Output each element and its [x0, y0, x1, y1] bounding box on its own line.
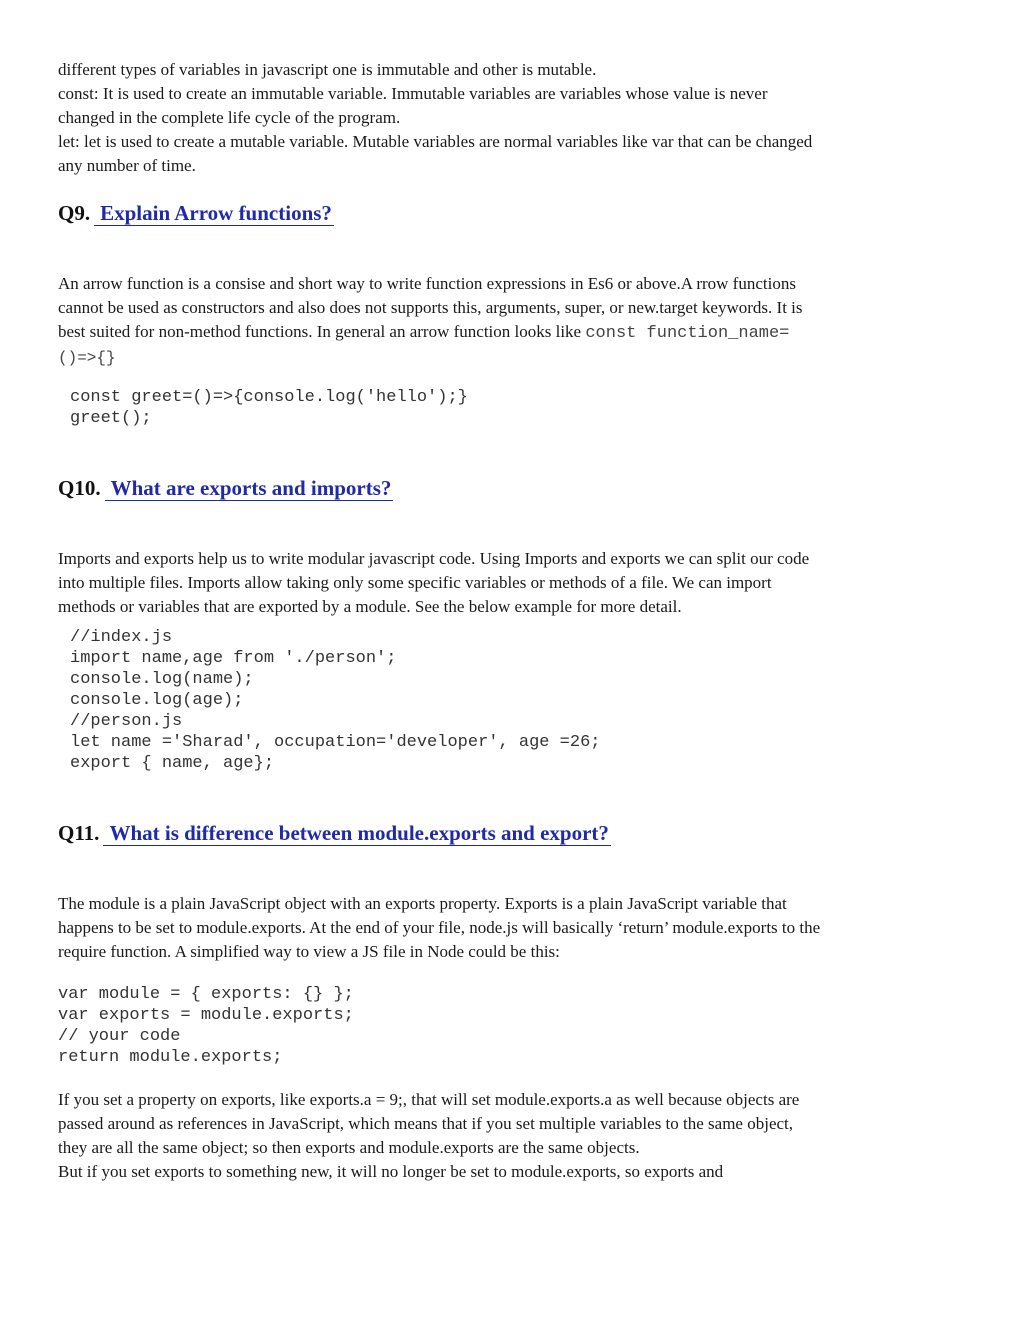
code-line: const greet=()=>{console.log('hello');} — [70, 388, 468, 407]
q11-code-block — [58, 984, 968, 1068]
intro-paragraph — [58, 58, 968, 178]
code-line: //index.js — [70, 628, 173, 647]
q10-body — [58, 547, 968, 619]
intro-line: const: It is used to create an immutable variable. Immutable variables are variables whose value is never — [58, 84, 768, 103]
q10-body-line: methods or variables that are exported by a module. See the below example for more detail. — [58, 597, 682, 616]
q9-inline-code: const function_name= — [585, 324, 790, 343]
q10-code-block — [58, 627, 968, 774]
q11-heading — [58, 819, 968, 847]
code-line: console.log(age); — [70, 691, 244, 710]
q9-body-line — [58, 320, 968, 346]
q9-body-line: An arrow function is a consise and short way to write function expressions in Es6 or above.A rrow functions — [58, 274, 796, 293]
q11-tail-line: But if you set exports to something new, it will no longer be set to module.exports, so exports and — [58, 1162, 724, 1181]
code-line: greet(); — [70, 409, 152, 428]
code-line: //person.js — [70, 712, 183, 731]
q10-heading — [58, 474, 968, 502]
code-line: export { name, age}; — [70, 754, 275, 773]
q11-body-line: happens to be set to module.exports. At the end of your file, node.js will basically ‘return’ module.exports to the — [58, 918, 821, 937]
code-line: let name ='Sharad', occupation='developer', age =26; — [70, 733, 601, 752]
intro-line: changed in the complete life cycle of the program. — [58, 108, 401, 127]
q9-code-block — [58, 387, 968, 429]
q11-tail-line: they are all the same object; so then exports and module.exports are the same objects. — [58, 1138, 640, 1157]
q10-body-line: Imports and exports help us to write modular javascript code. Using Imports and exports we can split our code — [58, 549, 810, 568]
code-line: import name,age from './person'; — [70, 649, 397, 668]
q9-number: Q9. — [58, 201, 91, 225]
q11-number: Q11. — [58, 821, 100, 845]
q11-title-link[interactable]: What is difference between module.exports and export? — [103, 821, 610, 846]
q10-title-link[interactable]: What are exports and imports? — [105, 476, 394, 501]
code-line: return module.exports; — [58, 1048, 283, 1067]
q11-tail-line: If you set a property on exports, like exports.a = 9;, that will set module.exports.a as well because objects are — [58, 1090, 800, 1109]
code-line: // your code — [58, 1027, 181, 1046]
intro-line: let: let is used to create a mutable variable. Mutable variables are normal variables like var that can be changed — [58, 132, 813, 151]
intro-line: any number of time. — [58, 156, 196, 175]
q9-inline-code-cont: ()=>{} — [58, 349, 116, 367]
q11-body — [58, 892, 968, 964]
q11-tail-line: passed around as references in JavaScript, which means that if you set multiple variables to the same object, — [58, 1114, 794, 1133]
q11-tail — [58, 1088, 968, 1184]
q9-body-line: cannot be used as constructors and also does not supports this, arguments, super, or new.target keywords. It is — [58, 298, 803, 317]
q9-heading — [58, 199, 968, 227]
q9-title-link[interactable]: Explain Arrow functions? — [94, 201, 334, 226]
q9-body-text: best suited for non-method functions. In general an arrow function looks like — [58, 322, 586, 341]
q10-body-line: into multiple files. Imports allow taking only some specific variables or methods of a file. We can import — [58, 573, 772, 592]
q9-body — [58, 272, 968, 370]
document-page — [58, 58, 968, 1184]
code-line: console.log(name); — [70, 670, 254, 689]
q11-body-line: require function. A simplified way to view a JS file in Node could be this: — [58, 942, 560, 961]
code-line: var exports = module.exports; — [58, 1006, 354, 1025]
intro-line: different types of variables in javascript one is immutable and other is mutable. — [58, 60, 597, 79]
q11-body-line: The module is a plain JavaScript object with an exports property. Exports is a plain JavaScript variable that — [58, 894, 787, 913]
q10-number: Q10. — [58, 476, 101, 500]
code-line: var module = { exports: {} }; — [58, 985, 354, 1004]
